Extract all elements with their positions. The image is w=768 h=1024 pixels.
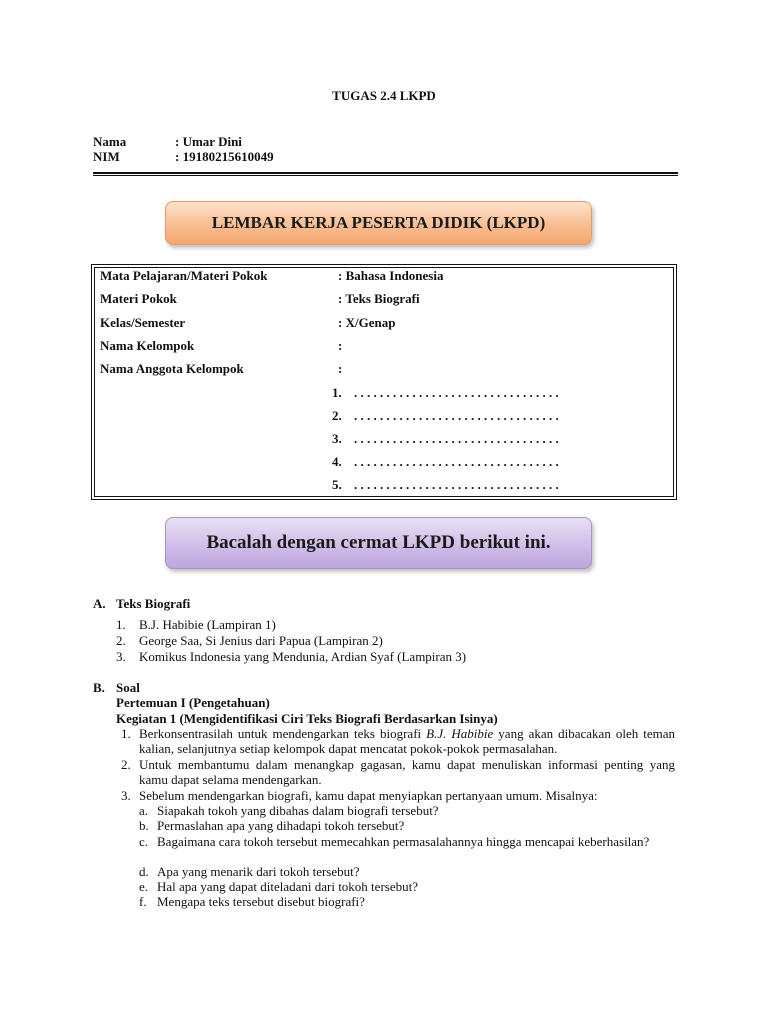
question-item: d. Apa yang menarik dari tokoh tersebut? [139,864,360,879]
field-value-subject: : Bahasa Indonesia [338,268,444,283]
meeting-heading: Pertemuan I (Pengetahuan) [116,695,270,710]
member-line[interactable]: 5. . . . . . . . . . . . . . . . . . . . . . . . . . . . . . . . . [332,477,559,492]
field-label-group: Nama Kelompok [100,338,195,353]
member-line[interactable]: 1. . . . . . . . . . . . . . . . . . . . . . . . . . . . . . . . . [332,385,559,400]
question-item: b. Permaslahan apa yang dihadapi tokoh tersebut? [139,818,405,833]
question-item: a. Siapakah tokoh yang dibahas dalam biografi tersebut? [139,803,439,818]
member-line[interactable]: 3. . . . . . . . . . . . . . . . . . . . . . . . . . . . . . . . . [332,431,559,446]
step-text: Berkonsentrasilah untuk mendengarkan teks biografi B.J. Habibie yang akan dibacakan oleh teman kalian, selanjutnya setiap kelompok dapat mencatat pokok-pokok permasalahan. [139,726,675,756]
nim-value: : 19180215610049 [175,149,274,164]
field-label-members: Nama Anggota Kelompok [100,361,244,376]
activity-heading: Kegiatan 1 (Mengidentifikasi Ciri Teks Biografi Berdasarkan Isinya) [116,711,498,726]
field-value-topic: : Teks Biografi [338,291,420,306]
step-number: 2. [121,757,131,772]
list-item: 2. George Saa, Si Jenius dari Papua (Lampiran 2) [116,633,383,648]
field-label-subject: Mata Pelajaran/Materi Pokok [100,268,268,283]
question-item: Bagaimana cara tokoh tersebut memecahkan permasalahannya hingga mencapai keberhasilan? [157,834,650,849]
name-value: : Umar Dini [175,134,242,149]
section-b-heading: B. Soal [93,680,140,695]
step-number: 3. [121,788,131,803]
step-number: 1. [121,726,131,741]
question-item-no: c. [139,834,149,849]
question-item: e. Hal apa yang dapat diteladani dari tokoh tersebut? [139,879,418,894]
step-text: Untuk membantumu dalam menangkap gagasan, kamu dapat menuliskan informasi penting yang kamu dapat selama mendengarkan. [139,757,675,787]
section-a-heading: A. Teks Biografi [93,596,191,611]
question-item: f. Mengapa teks tersebut disebut biografi? [139,894,365,909]
lkpd-banner: LEMBAR KERJA PESERTA DIDIK (LKPD) [165,201,592,245]
list-item: 1. B.J. Habibie (Lampiran 1) [116,617,276,632]
field-value-group: : [338,338,343,353]
header-divider-thin [93,175,678,176]
nim-label: NIM [93,149,120,164]
field-value-class: : X/Genap [338,315,396,330]
step-text: Sebelum mendengarkan biografi, kamu dapat menyiapkan pertanyaan umum. Misalnya: [139,788,598,803]
field-label-class: Kelas/Semester [100,315,186,330]
name-label: Nama [93,134,127,149]
list-item: 3. Komikus Indonesia yang Mendunia, Ardian Syaf (Lampiran 3) [116,649,467,664]
field-label-topic: Materi Pokok [100,291,177,306]
header-divider [93,172,678,174]
member-line[interactable]: 4. . . . . . . . . . . . . . . . . . . . . . . . . . . . . . . . . [332,454,559,469]
read-instruction-banner: Bacalah dengan cermat LKPD berikut ini. [165,517,592,569]
field-value-members: : [338,361,343,376]
document-title: TUGAS 2.4 LKPD [332,88,436,103]
member-line[interactable]: 2. . . . . . . . . . . . . . . . . . . . . . . . . . . . . . . . . [332,408,559,423]
